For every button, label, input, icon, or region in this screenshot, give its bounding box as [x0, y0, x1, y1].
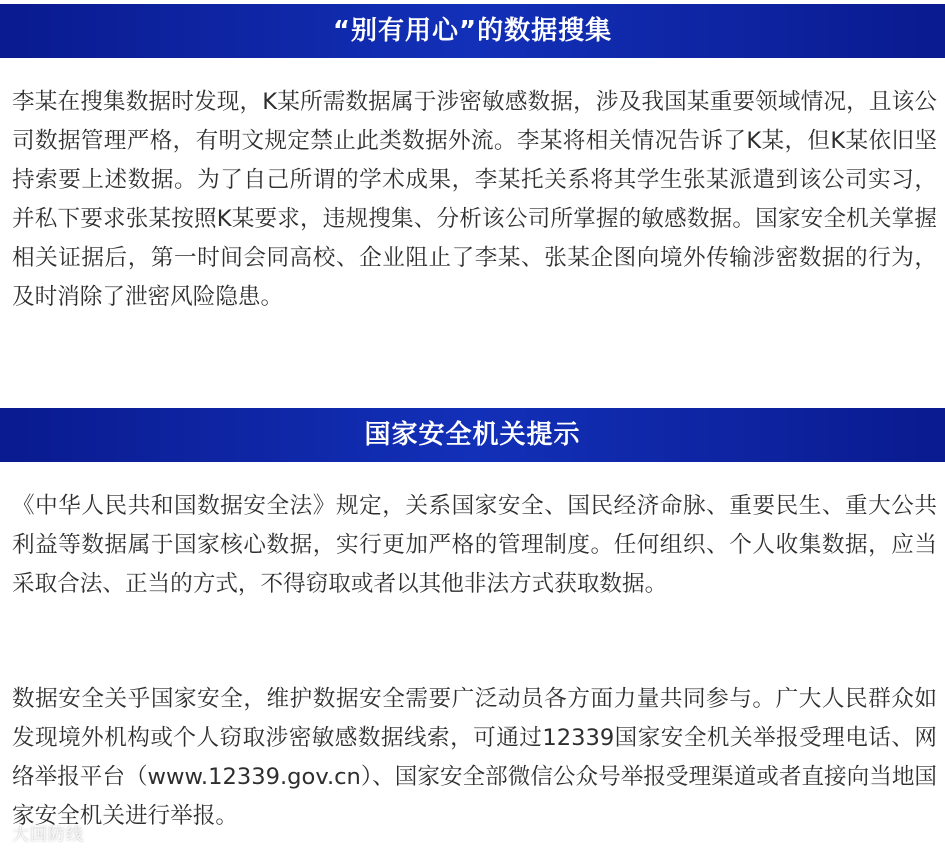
section-title-data-collection: “别有用心”的数据搜集: [0, 4, 945, 58]
section-title-security-notice: 国家安全机关提示: [0, 408, 945, 462]
report-paragraph: 数据安全关乎国家安全，维护数据安全需要广泛动员各方面力量共同参与。广大人民群众如发现境外机构或个人窃取涉密敏感数据线索，可通过12339国家安全机关举报受理电话、网络举报平台（www.12339.gov.cn）、国家安全部微信公众号举报受理渠道或者直接向当地国家安全机关进行举报。: [12, 686, 938, 829]
case-paragraph: 李某在搜集数据时发现，K某所需数据属于涉密敏感数据，涉及我国某重要领域情况，且该公司数据管理严格，有明文规定禁止此类数据外流。李某将相关情况告诉了K某，但K某依旧坚持索要上述数据。为了自己所谓的学术成果，李某托关系将其学生张某派遣到该公司实习，并私下要求张某按照K某要求，违规搜集、分析该公司所掌握的敏感数据。国家安全机关掌握相关证据后，第一时间会同高校、企业阻止了李某、张某企图向境外传输涉密数据的行为，及时消除了泄密风险隐患。: [12, 89, 937, 310]
watermark: 大国防线: [12, 825, 84, 845]
law-paragraph: 《中华人民共和国数据安全法》规定，关系国家安全、国民经济命脉、重要民生、重大公共利益等数据属于国家核心数据，实行更加严格的管理制度。任何组织、个人收集数据，应当采取合法、正当的方式，不得窃取或者以其他非法方式获取数据。: [12, 493, 937, 597]
